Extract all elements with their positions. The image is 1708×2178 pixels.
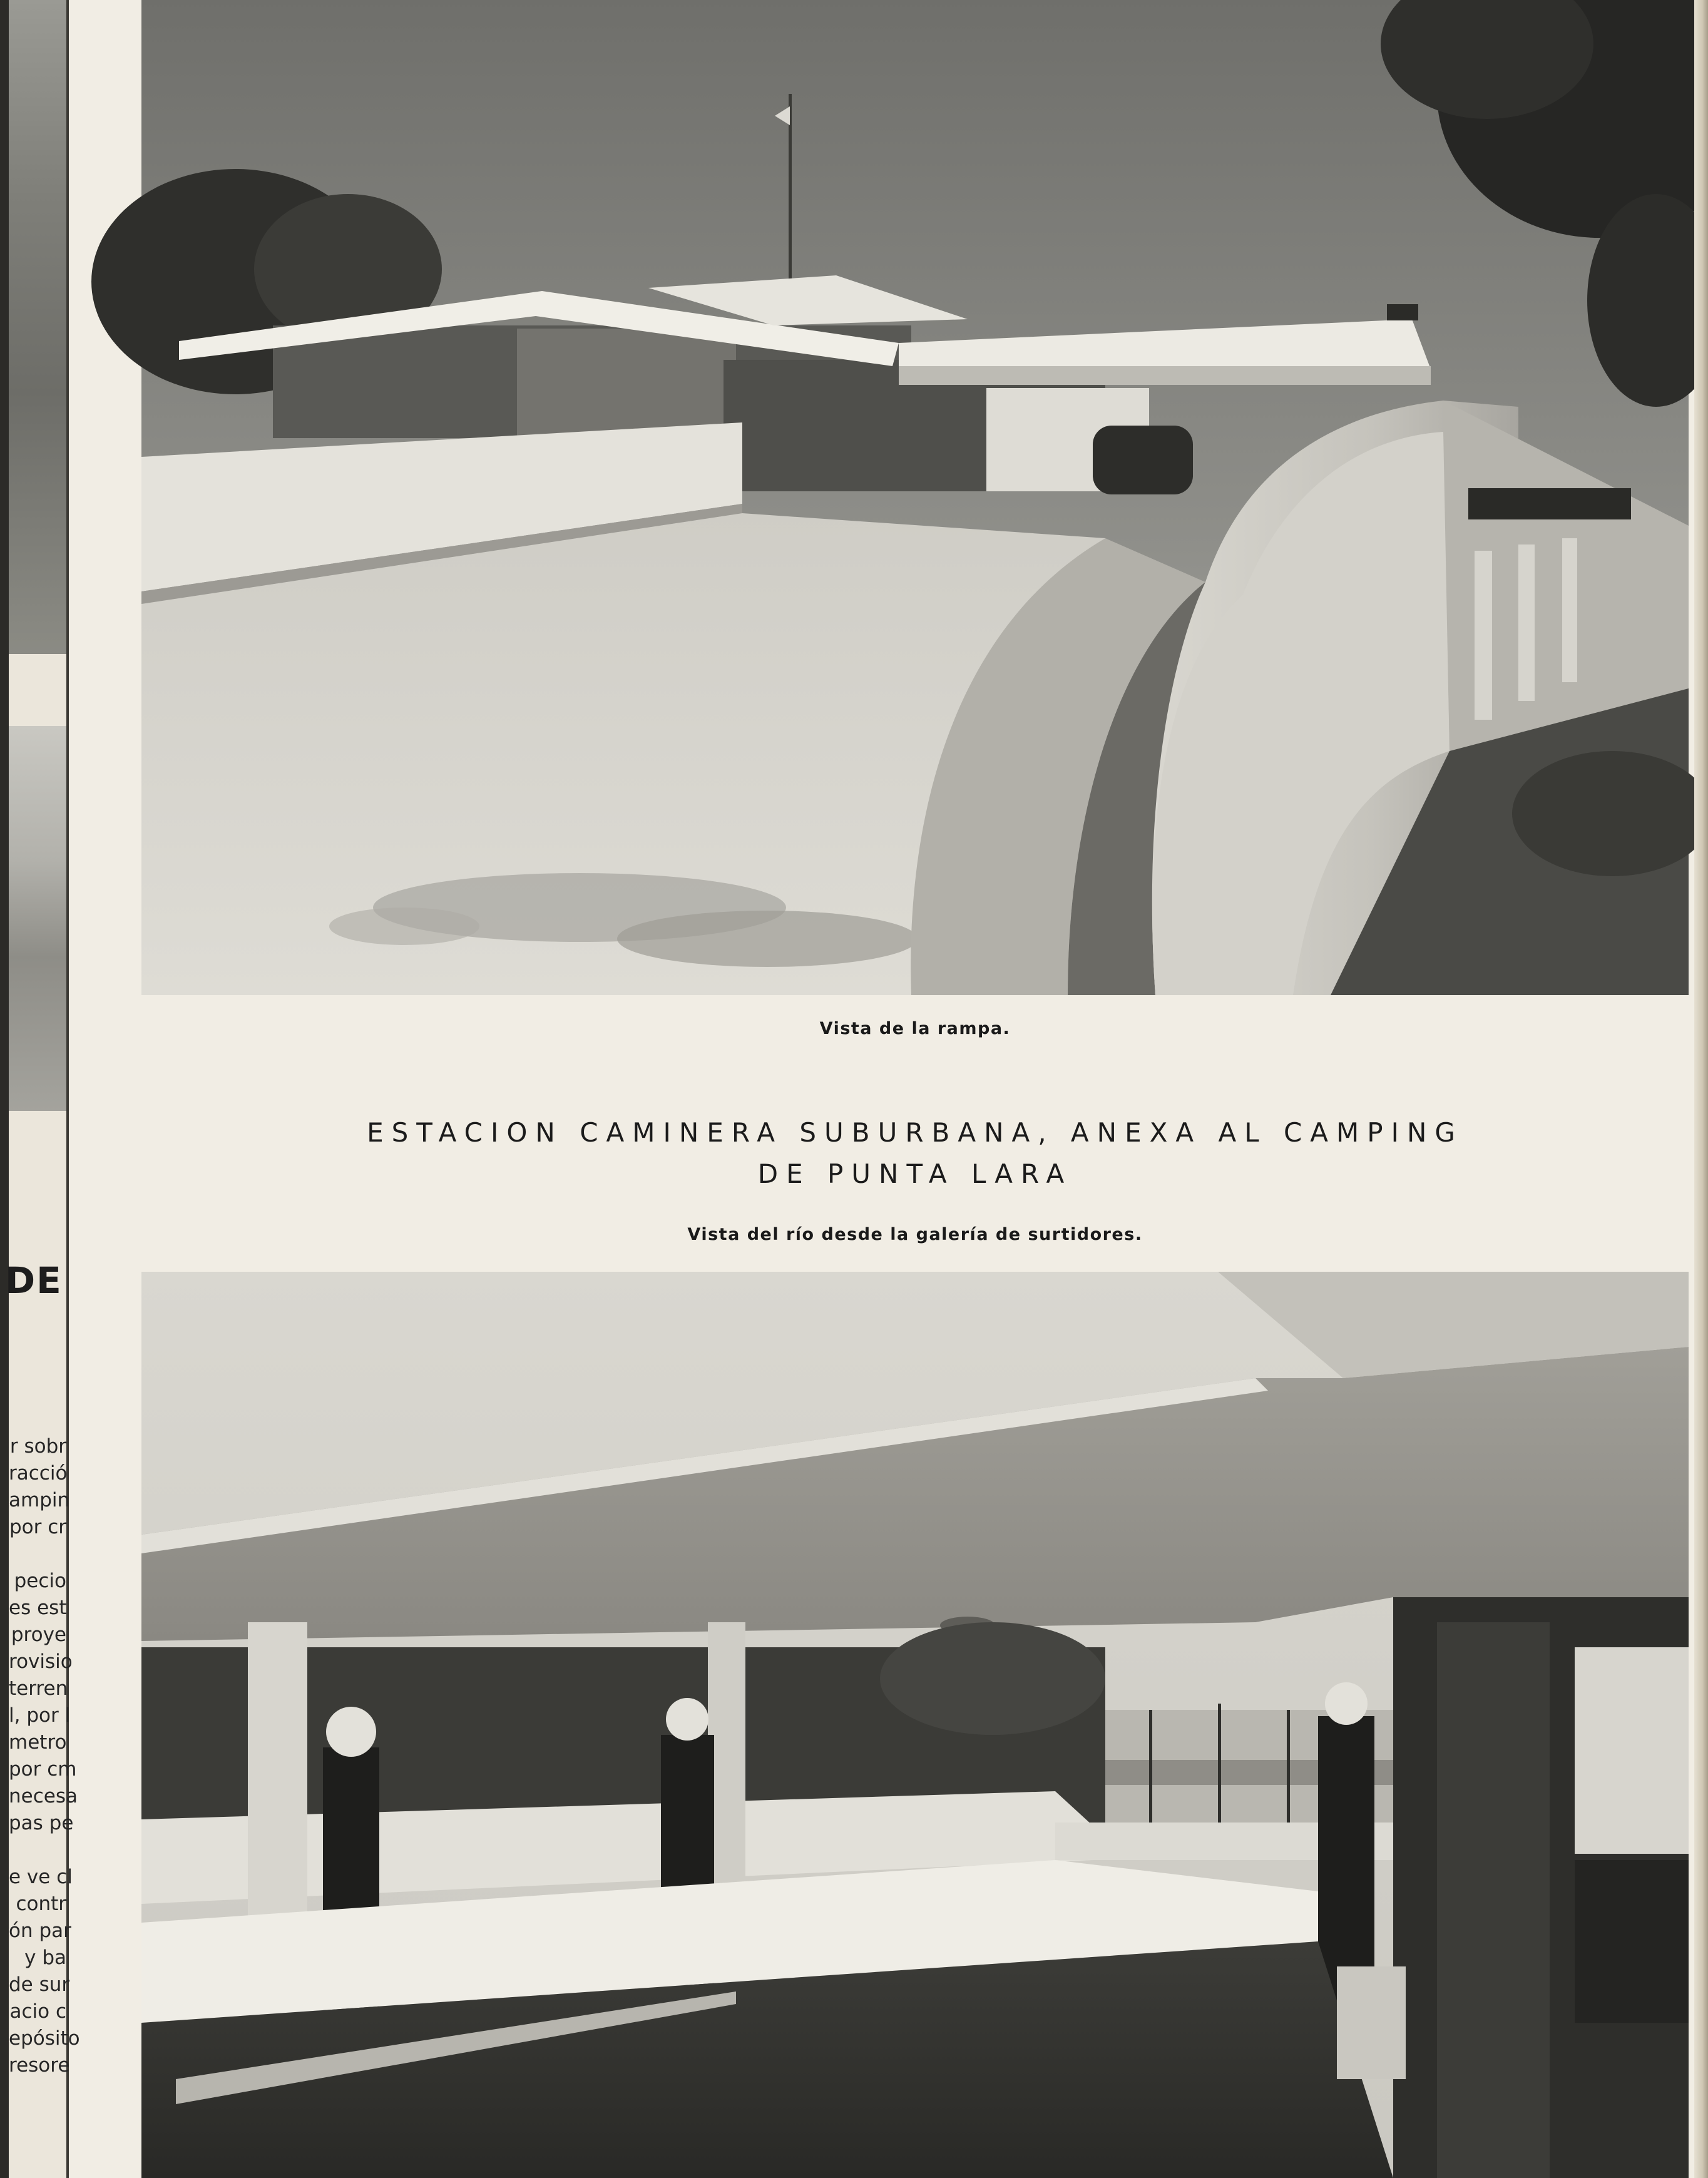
previous-page-text-line: r sobr [9,1435,66,1458]
previous-page-text-line: ampin [9,1489,70,1511]
previous-page-text-line: y ba [24,1946,66,1969]
previous-page-heading: DE [5,1259,63,1302]
previous-page-text-gap [9,1541,66,1568]
previous-page-photo-top [9,0,66,654]
previous-page-text-line: necesa [9,1785,78,1807]
previous-page-text-line: es est [9,1597,67,1619]
previous-page-text-line: por cr [9,1516,66,1538]
photo-river-view [141,1272,1689,2178]
page-right-edge [1694,0,1708,2178]
previous-page-text-line: ón par [9,1920,71,1942]
bottom-photo-caption: Vista del río desde la galería de surtidores. [687,1225,1143,1244]
previous-page-text-line: proye [11,1623,66,1646]
previous-page-text-line: resore [9,2054,70,2077]
previous-page-text-line: epósito [9,2027,80,2050]
previous-page-text-column [9,1433,80,2079]
previous-page-text-line: por cm [9,1758,77,1781]
previous-page-text-gap [9,1837,66,1864]
previous-page-text-line: metro [9,1731,67,1754]
previous-page-text-line: e ve cl [9,1866,73,1888]
previous-page-text-line: pecio [14,1570,66,1592]
binding-gutter [0,0,9,2178]
photo-ramp-view [141,0,1689,995]
previous-page-text-line: contr [16,1893,66,1915]
article-title-line-2: DE PUNTA LARA [757,1158,1073,1189]
previous-page-text-line: l, por l [9,1704,71,1727]
previous-page-text-line: racció [9,1462,68,1485]
previous-page-text-line: pas pe [9,1812,74,1834]
previous-page-text-line: de sur [9,1973,70,1996]
top-photo-caption: Vista de la rampa. [819,1019,1011,1038]
previous-page-text-line: terren [9,1677,68,1700]
previous-page-text-line: rovisio [9,1650,73,1673]
previous-page-photo-middle [9,726,66,1111]
previous-page-edge [5,0,80,2178]
article-title-line-1: ESTACION CAMINERA SUBURBANA, ANEXA AL CAMPING [367,1117,1463,1148]
previous-page-text-line: acio c [9,2000,66,2023]
